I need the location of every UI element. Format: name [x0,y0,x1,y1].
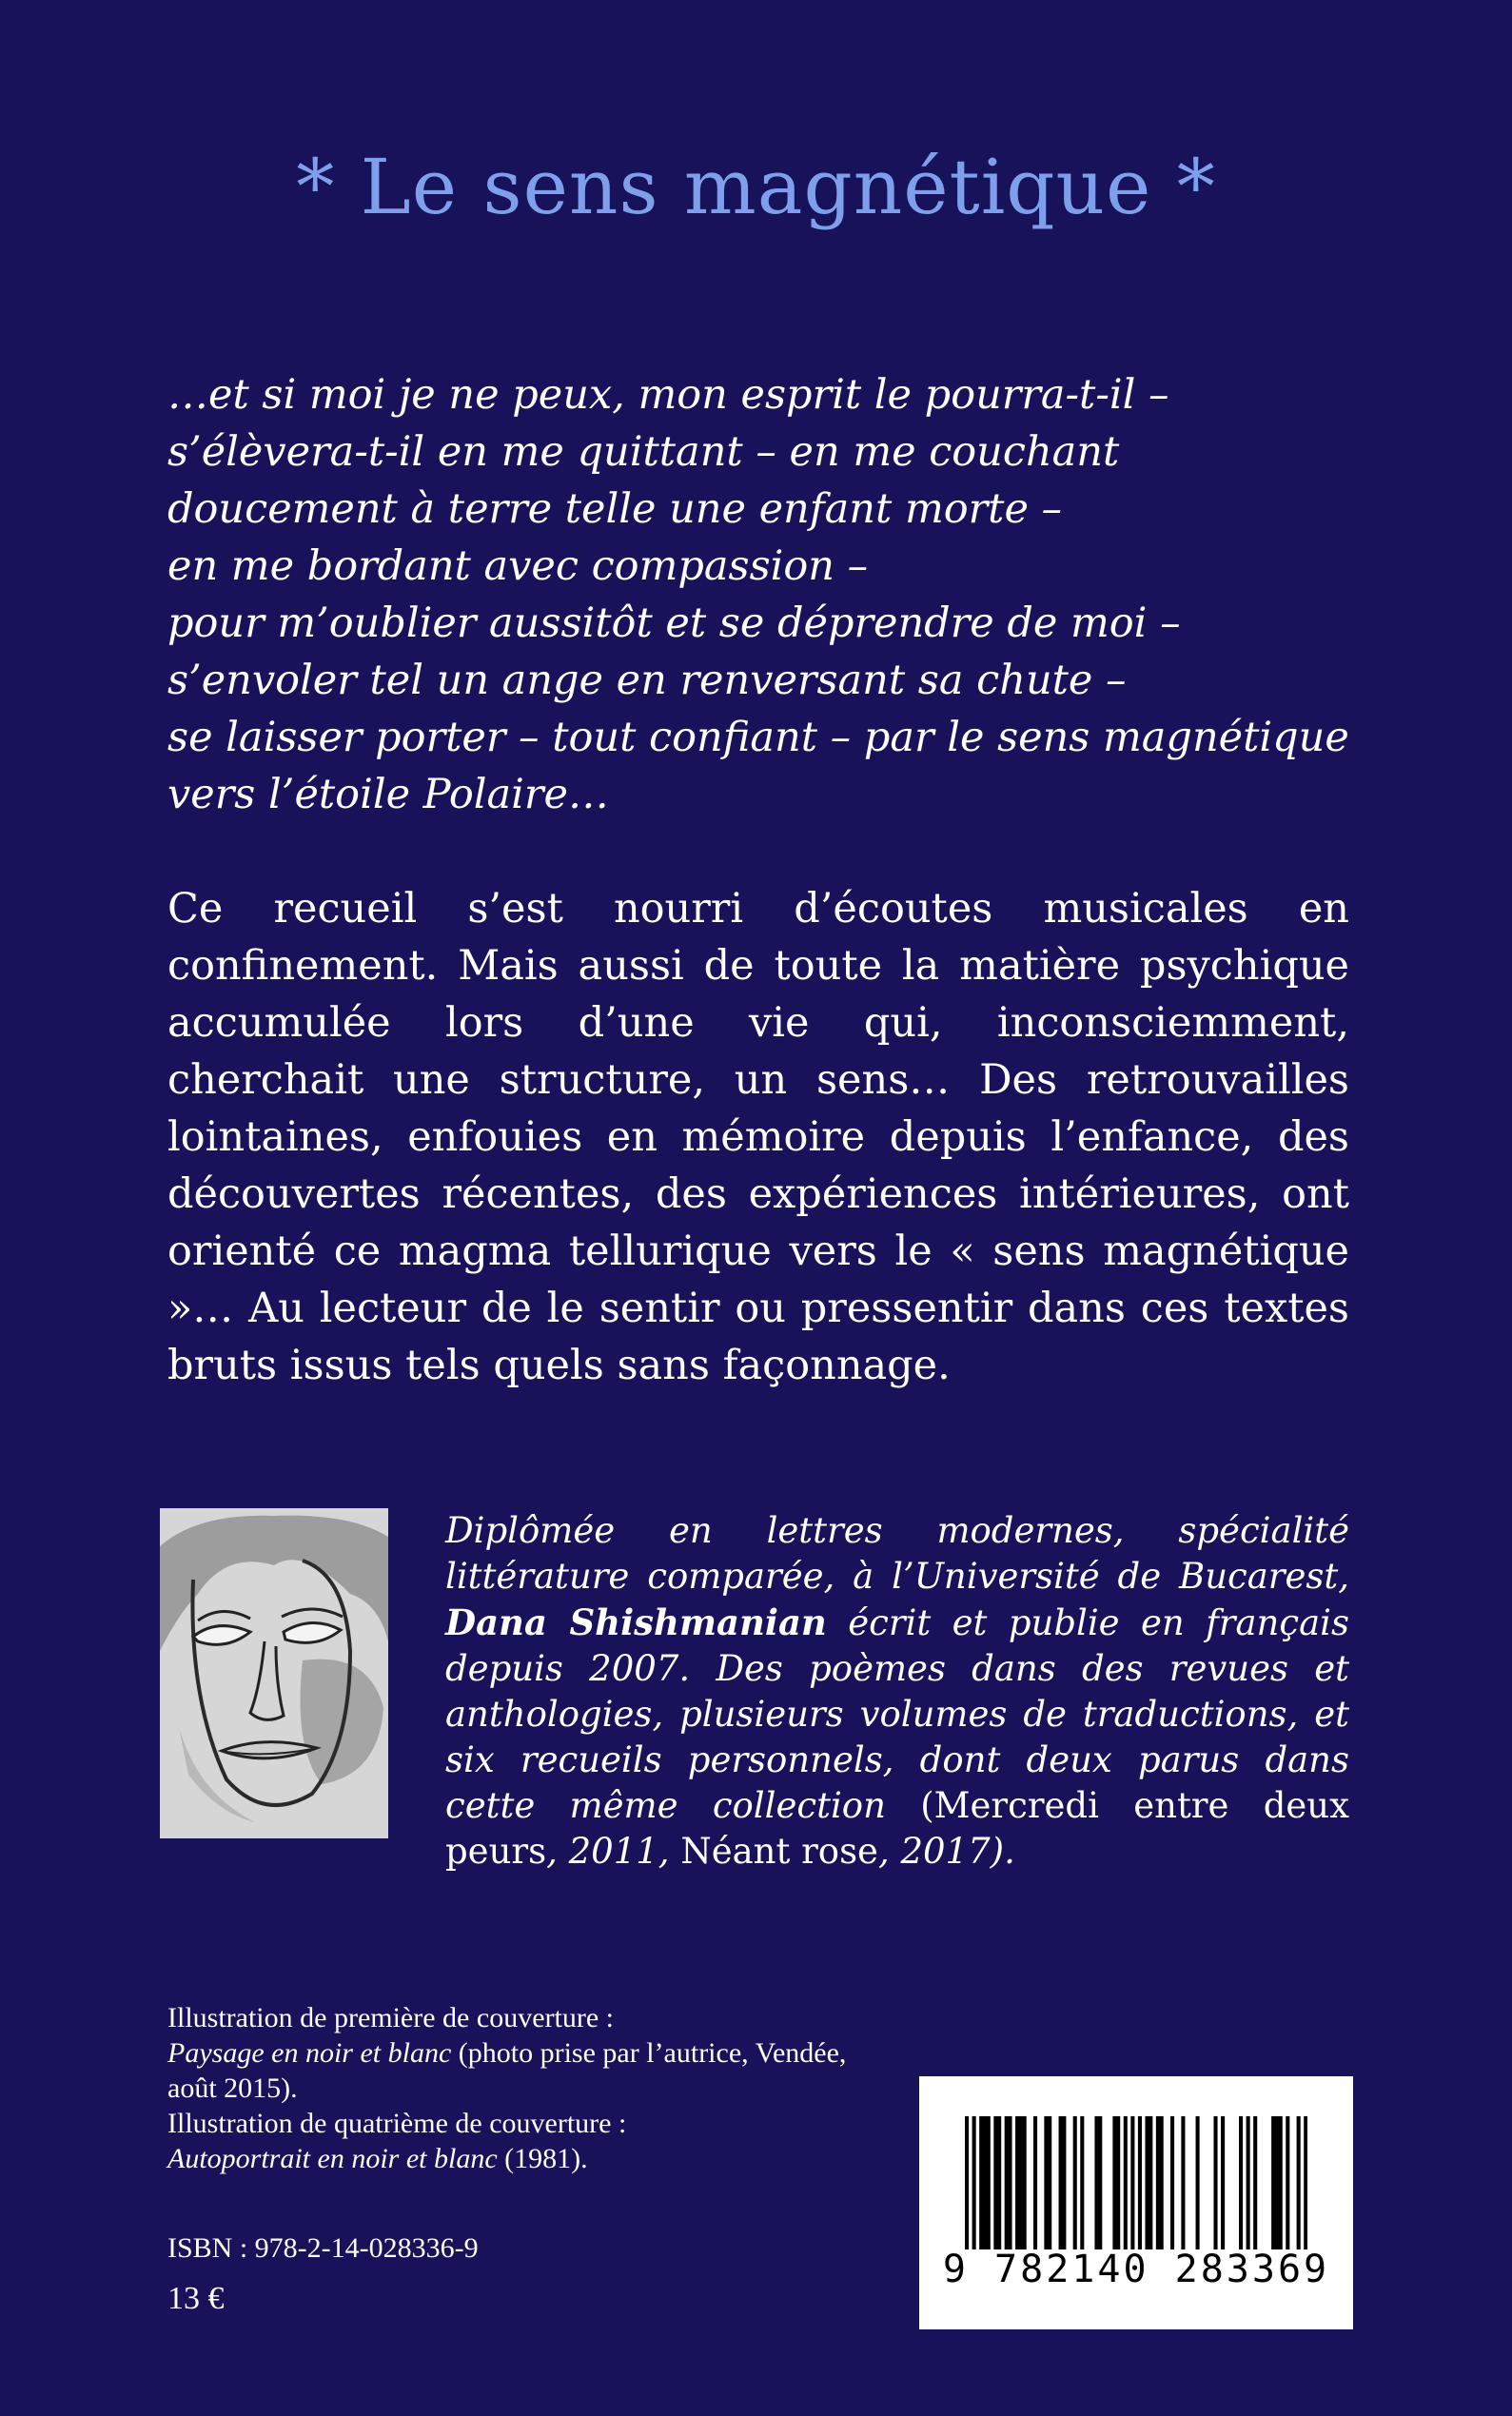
barcode [919,2076,1353,2329]
barcode-bar [1130,2116,1134,2249]
bio-year-1: , 2011, [546,1831,681,1872]
barcode-bar [1271,2116,1275,2249]
barcode-bar [1247,2116,1250,2249]
barcode-bars-icon [965,2116,1307,2249]
barcode-bar [1170,2116,1174,2249]
author-portrait [160,1508,388,1838]
poem-line: s’envoler tel un ange en renversant sa chute – [167,657,1127,704]
bio-book-1: Mercredi entre deux peurs [445,1785,1349,1872]
barcode-bar [1033,2116,1037,2249]
barcode-bar [1062,2116,1066,2249]
barcode-bar [1138,2116,1142,2249]
barcode-bar [1239,2116,1243,2249]
front-cover-label: Illustration de première de couverture : [167,2002,614,2033]
barcode-bar [1221,2116,1225,2249]
barcode-bar [987,2116,991,2249]
barcode-bar [1098,2116,1102,2249]
back-cover-credit [167,2141,891,2176]
barcode-bar [1181,2116,1185,2249]
barcode-bar [1253,2116,1257,2249]
barcode-bar [1286,2116,1289,2249]
barcode-bar [965,2116,969,2249]
poem-line: …et si moi je ne peux, mon esprit le pourra-t-il – [167,371,1169,419]
barcode-bar [1015,2116,1019,2249]
bio-text-1: Diplômée en lettres modernes, spécialité littérature comparée, à l’Université de Bucarest, [445,1510,1349,1597]
barcode-bar [1124,2116,1128,2249]
barcode-bar [1008,2116,1011,2249]
price: 13 € [167,2281,225,2316]
barcode-bar [1044,2116,1048,2249]
barcode-bar [1094,2116,1098,2249]
bio-paren: ( [920,1785,934,1826]
barcode-bar [1019,2116,1023,2249]
barcode-bar [1275,2116,1279,2249]
author-bio [445,1508,1349,1875]
front-cover-title: Paysage en noir et blanc [167,2037,452,2069]
barcode-bar [1279,2116,1283,2249]
barcode-bar [972,2116,976,2249]
author-name: Dana Shishmanian [445,1601,827,1643]
poem-excerpt [167,366,1347,823]
back-cover-note: (1981). [497,2143,588,2174]
barcode-bar [1145,2116,1149,2249]
poem-line: vers l’étoile Polaire… [167,771,609,818]
poem-line: s’élèvera-t-il en me quittant – en me couchant [167,428,1120,476]
barcode-bar [1073,2116,1077,2249]
portrait-drawing-icon [160,1508,388,1838]
poem-line: se laisser porter – tout confiant – par le sens magnétique [167,714,1349,761]
barcode-bar [1304,2116,1307,2249]
barcode-bar [1080,2116,1084,2249]
bio-year-2: , 2017). [877,1831,1015,1872]
barcode-bar [1059,2116,1063,2249]
book-summary: Ce recueil s’est nourri d’écoutes musicales en confinement. Mais aussi de toute la matière psychique accumulée lors d’une vie qui, inconsciemment, cherchait une structure, un sens… Des retrouvailles lointaines, enfouies en mémoire depuis l’enfance, des découvertes récentes, des expériences intérieures, ont orienté ce magma tellurique vers le « sens magnétique »… Au lecteur de le sentir ou pressentir dans ces textes bruts issus tels quels sans façonnage. [167,885,1349,1389]
barcode-bar [1149,2116,1152,2249]
barcode-bar [1023,2116,1027,2249]
barcode-bar [1213,2116,1217,2249]
barcode-bar [1196,2116,1200,2249]
barcode-digits: 9 782140 283369 [942,2248,1330,2291]
barcode-bar [1116,2116,1120,2249]
barcode-bar [1005,2116,1009,2249]
back-cover-title: Autoportrait en noir et blanc [167,2143,498,2174]
barcode-bar [1297,2116,1301,2249]
bio-text-2: écrit et publie en français depuis 2007. Des poèmes dans des revues et anthologies, plusieurs volumes de traductions, et six recueils personnels, dont deux parus dans cette même collection [445,1602,1349,1826]
poem-line: pour m’oublier aussitôt et se déprendre de moi – [167,599,1181,647]
poem-line: doucement à terre telle une enfant morte – [167,485,1063,533]
isbn: ISBN : 978-2-14-028336-9 [167,2232,479,2264]
bio-book-2: Néant rose [680,1831,878,1872]
front-cover-credit [167,2035,891,2106]
barcode-bar [997,2116,1001,2249]
barcode-bar [1112,2116,1116,2249]
barcode-bar [1048,2116,1051,2249]
barcode-bar [1160,2116,1164,2249]
barcode-bar [993,2116,997,2249]
front-cover-note: (photo prise par l’autrice, Vendée, août 2015). [167,2037,847,2104]
book-title: * Le sens magnétique * [296,143,1216,231]
illustration-credits [167,2000,891,2176]
barcode-bar [979,2116,983,2249]
poem-line: en me bordant avec compassion – [167,542,869,590]
back-cover-label: Illustration de quatrième de couverture : [167,2108,627,2139]
barcode-bar [1156,2116,1160,2249]
barcode-bar [983,2116,987,2249]
